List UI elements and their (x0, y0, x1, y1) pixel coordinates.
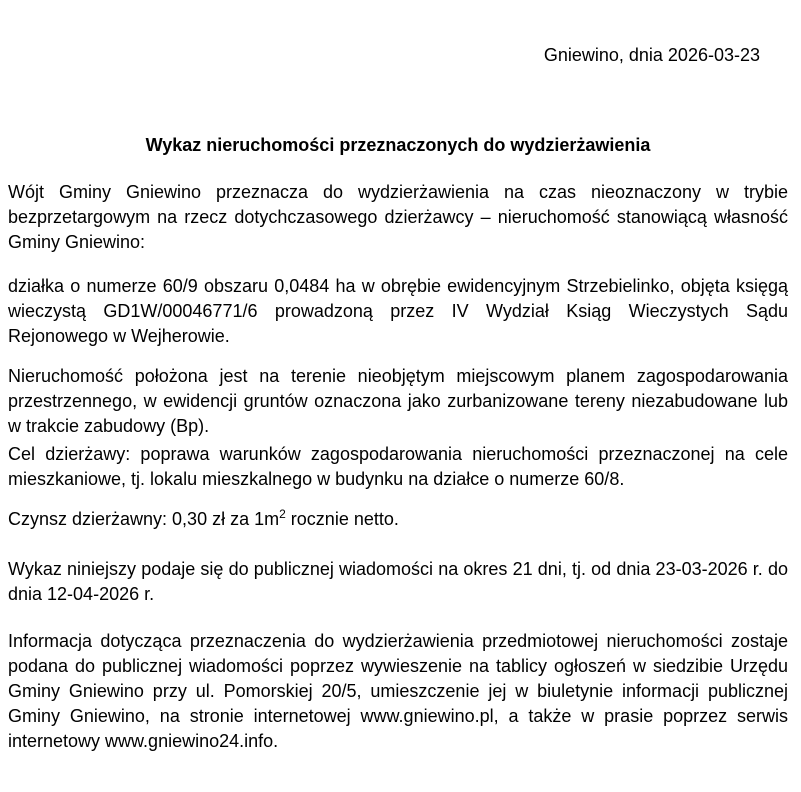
paragraph-publication-info: Informacja dotycząca przeznaczenia do wydzierżawienia przedmiotowej nieruchomości zostaje podana do publicznej wiadomości poprzez wywieszenie na tablicy ogłoszeń w siedzibie Urzędu Gminy Gniewino przy ul. Pomorskiej 20/5, umieszczenie jej w biuletynie informacji publicznej Gminy Gniewino, na stronie internetowej www.gniewino.pl, a także w prasie poprzez serwis internetowy www.gniewino24.info. (8, 631, 788, 751)
rent-text-after-superscript: rocznie netto. (285, 509, 399, 529)
date-line: Gniewino, dnia 2026-03-23 (543, 45, 760, 65)
paragraph-parcel-description: działka o numerze 60/9 obszaru 0,0484 ha w obrębie ewidencyjnym Strzebielinko, objęta księgą wieczystą GD1W/00046771/6 prowadzoną przez IV Wydział Ksiąg Wieczystych Sądu Rejonowego w Wejherowie. (8, 276, 788, 346)
paragraph-lease-purpose: Cel dzierżawy: poprawa warunków zagospodarowania nieruchomości przeznaczonej na cele mieszkaniowe, tj. lokalu mieszkalnego w budynku na działce o numerze 60/8. (8, 444, 788, 489)
paragraph-zoning: Nieruchomość położona jest na terenie nieobjętym miejscowym planem zagospodarowania przestrzennego, w ewidencji gruntów oznaczona jako zurbanizowane tereny niezabudowane lub w trakcie zabudowy (Bp). (8, 366, 788, 436)
document-title: Wykaz nieruchomości przeznaczonych do wydzierżawienia (145, 135, 651, 155)
rent-square-meter-superscript: 2 (279, 507, 286, 521)
rent-text-before-superscript: Czynsz dzierżawny: 0,30 zł za 1m (8, 509, 280, 529)
paragraph-rent (8, 507, 788, 532)
paragraph-intro: Wójt Gminy Gniewino przeznacza do wydzierżawienia na czas nieoznaczony w trybie bezprzetargowym na rzecz dotychczasowego dzierżawcy – nieruchomość stanowiącą własność Gminy Gniewino: (8, 182, 788, 252)
paragraph-notice-period: Wykaz niniejszy podaje się do publicznej wiadomości na okres 21 dni, tj. od dnia 23-03-2026 r. do dnia 12-04-2026 r. (8, 559, 788, 604)
